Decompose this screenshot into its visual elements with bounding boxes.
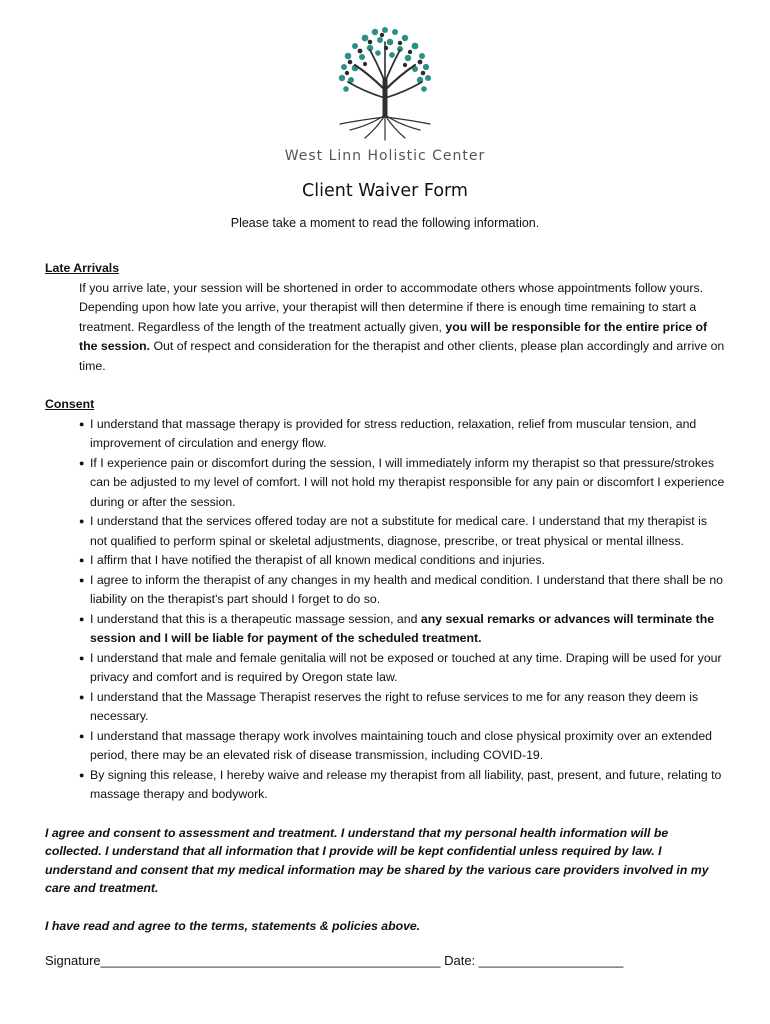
waiver-content — [45, 259, 725, 935]
late-bold: you will be responsible for the entire price of the session. — [79, 319, 708, 353]
consent-item-text: I understand that male and female genitalia will not be exposed or touched at any time. Draping will be used for your privacy and comfort and is required by Oregon state law. — [90, 650, 722, 684]
consent-item-text: I understand that this is a therapeutic massage session, and — [90, 611, 421, 626]
consent-item-text: I agree to inform the therapist of any changes in my health and medical condition. I understand that there shall be no liability on the therapist's part should I forget to do so. — [90, 572, 723, 606]
late-arrivals-heading: Late Arrivals — [45, 261, 120, 275]
late-text-2: Out of respect and consideration for the therapist and other clients, please plan accordingly and arrive on time. — [79, 339, 725, 373]
consent-item-text: I understand that the services offered today are not a substitute for medical care. I understand that my therapist is not qualified to perform spinal or skeletal adjustments, diagnose, prescribe, or treat physical or mental illness. — [90, 514, 708, 548]
signature-field[interactable]: Signature_______________________________________________ — [45, 953, 441, 968]
consent-item — [79, 551, 725, 571]
consent-list — [45, 415, 725, 805]
consent-item — [79, 454, 725, 513]
consent-item — [79, 512, 725, 551]
consent-item — [79, 766, 725, 805]
consent-item-bold: any sexual remarks or advances will terminate the session and I will be liable for payment of the scheduled treatment. — [90, 611, 715, 645]
consent-item-text: I understand that the Massage Therapist reserves the right to refuse services to me for any reason they deem is necessary. — [90, 689, 699, 723]
consent-item-text: I affirm that I have notified the therapist of all known medical conditions and injuries. — [90, 553, 546, 567]
consent-heading: Consent — [45, 397, 95, 411]
consent-item — [79, 727, 725, 766]
consent-item-text: I understand that massage therapy is provided for stress reduction, relaxation, relief from muscular tension, and improvement of circulation and energy flow. — [90, 416, 697, 450]
late-arrivals-paragraph — [79, 279, 725, 377]
form-title: Client Waiver Form — [302, 181, 468, 201]
agreement-paragraph: I agree and consent to assessment and treatment. I understand that my personal health information will be collected. I understand that all information that I provide will be kept confidential unless required by law. I understand and consent that my medical information may be shared by the various care providers involved in my care and treatment. — [45, 825, 709, 895]
consent-item — [79, 688, 725, 727]
tree-roots — [340, 115, 430, 140]
date-field[interactable]: Date: ____________________ — [444, 953, 624, 968]
consent-item — [79, 649, 725, 688]
consent-item — [79, 610, 725, 649]
consent-item — [79, 571, 725, 610]
agreement-statement: I have read and agree to the terms, statements & policies above. — [45, 918, 421, 933]
late-text-1: If you arrive late, your session will be shortened in order to accommodate others whose appointments follow yours. Depending upon how late you arrive, your therapist will then determine if there is enough time remaining to start a treatment. Regardless of the length of the treatment actually given, — [79, 280, 704, 334]
consent-item-text: I understand that massage therapy work involves maintaining touch and close physical proximity over an extended period, there may be an elevated risk of disease transmission, including COVID-19. — [90, 728, 713, 762]
intro-text: Please take a moment to read the following information. — [230, 216, 540, 230]
consent-item — [79, 415, 725, 454]
consent-item-text: By signing this release, I hereby waive and release my therapist from all liability, past, present, and future, relating to massage therapy and bodywork. — [90, 767, 722, 801]
consent-item-text: If I experience pain or discomfort during the session, I will immediately inform my therapist so that pressure/strokes can be adjusted to my level of comfort. I will not hold my therapist responsible for any pain or discomfort I experience during or after the session. — [90, 455, 725, 509]
tree-logo — [320, 20, 450, 145]
center-name: West Linn Holistic Center — [284, 148, 486, 164]
signature-row — [45, 953, 623, 968]
